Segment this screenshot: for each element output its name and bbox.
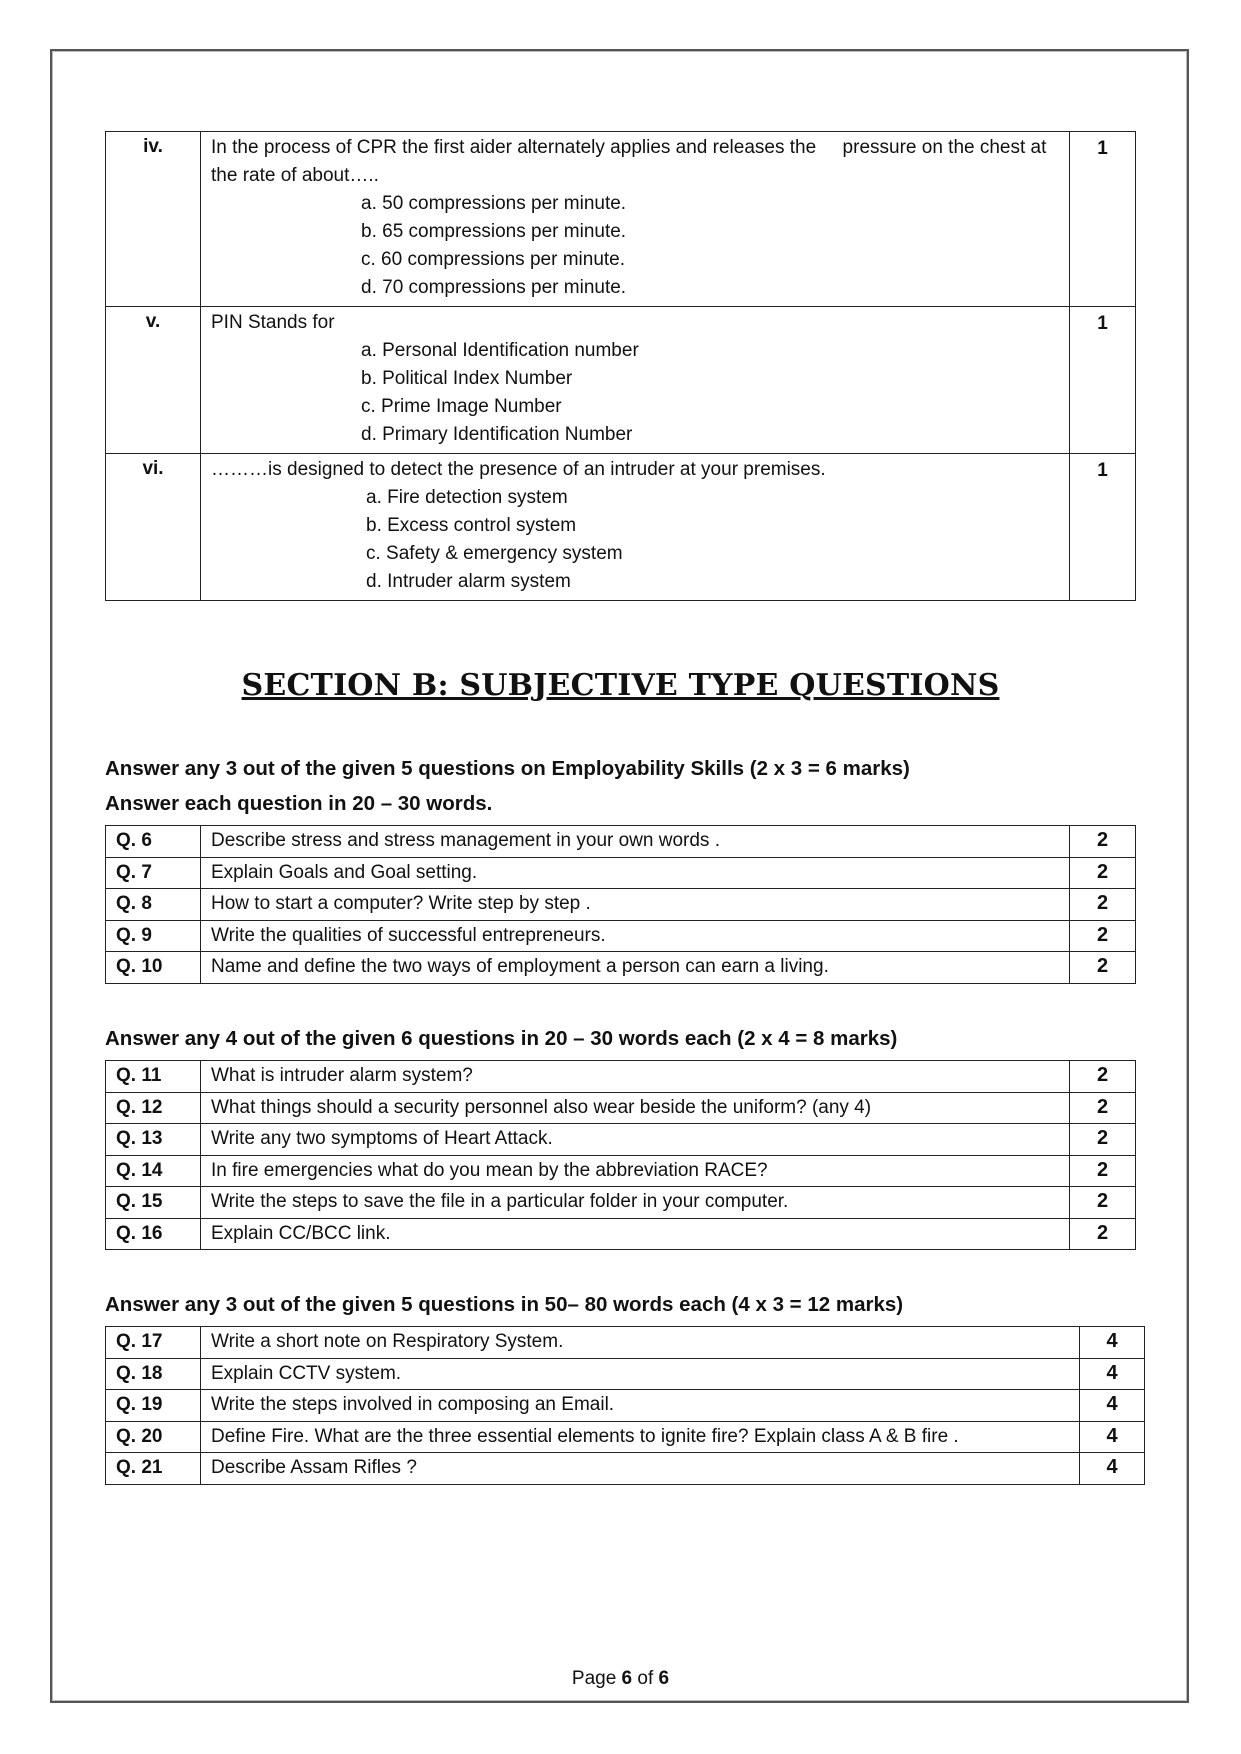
table-row bbox=[106, 1453, 1145, 1485]
question-number: vi. bbox=[106, 454, 201, 601]
question-number: Q. 7 bbox=[106, 857, 201, 889]
table-row bbox=[106, 1390, 1145, 1422]
options-list bbox=[211, 484, 1059, 596]
question-text: Explain CC/BCC link. bbox=[201, 1218, 1070, 1250]
question-number: Q. 6 bbox=[106, 826, 201, 858]
marks-cell: 2 bbox=[1070, 1092, 1136, 1124]
question-number: Q. 18 bbox=[106, 1358, 201, 1390]
question-text: Write the steps involved in composing an Email. bbox=[201, 1390, 1080, 1422]
table-row bbox=[106, 920, 1136, 952]
option: a. Personal Identification number bbox=[361, 340, 639, 361]
question-text: What is intruder alarm system? bbox=[201, 1061, 1070, 1093]
questions-table-group1 bbox=[105, 825, 1136, 984]
table-row bbox=[106, 952, 1136, 984]
marks-cell: 4 bbox=[1080, 1421, 1145, 1453]
question-number: Q. 13 bbox=[106, 1124, 201, 1156]
question-text: PIN Stands for bbox=[211, 312, 335, 333]
table-row bbox=[106, 1218, 1136, 1250]
option: d. Intruder alarm system bbox=[366, 571, 571, 592]
question-text: What things should a security personnel also wear beside the uniform? (any 4) bbox=[201, 1092, 1070, 1124]
question-text: ………is designed to detect the presence of an intruder at your premises. bbox=[211, 459, 826, 480]
question-number: Q. 11 bbox=[106, 1061, 201, 1093]
question-number: v. bbox=[106, 307, 201, 454]
marks-cell: 2 bbox=[1070, 952, 1136, 984]
question-text: Explain Goals and Goal setting. bbox=[201, 857, 1070, 889]
question-text: Describe stress and stress management in your own words . bbox=[201, 826, 1070, 858]
footer-prefix: Page bbox=[571, 1668, 622, 1689]
question-text: Explain CCTV system. bbox=[201, 1358, 1080, 1390]
question-cell bbox=[201, 132, 1070, 307]
question-text: In the process of CPR the first aider alternately applies and releases the pressure on the chest at the rate of about….. bbox=[211, 137, 1057, 186]
marks-cell: 2 bbox=[1070, 920, 1136, 952]
question-text: Write any two symptoms of Heart Attack. bbox=[201, 1124, 1070, 1156]
page-number-current: 6 bbox=[621, 1668, 633, 1689]
option: a. Fire detection system bbox=[366, 487, 568, 508]
marks-cell: 2 bbox=[1070, 1218, 1136, 1250]
option: d. 70 compressions per minute. bbox=[361, 277, 627, 298]
marks-cell: 4 bbox=[1080, 1327, 1145, 1359]
section-title: SECTION B: SUBJECTIVE TYPE QUESTIONS bbox=[241, 668, 1000, 703]
table-row bbox=[106, 1421, 1145, 1453]
question-text: Write the qualities of successful entrepreneurs. bbox=[201, 920, 1070, 952]
table-row bbox=[106, 1187, 1136, 1219]
question-number: Q. 17 bbox=[106, 1327, 201, 1359]
question-text: Describe Assam Rifles ? bbox=[201, 1453, 1080, 1485]
option: c. 60 compressions per minute. bbox=[361, 249, 626, 270]
option: c. Prime Image Number bbox=[361, 396, 562, 417]
option: b. Excess control system bbox=[366, 515, 577, 536]
question-number: Q. 20 bbox=[106, 1421, 201, 1453]
question-cell bbox=[201, 454, 1070, 601]
options-list bbox=[211, 190, 1059, 302]
marks-cell: 2 bbox=[1070, 1187, 1136, 1219]
question-number: Q. 14 bbox=[106, 1155, 201, 1187]
mcq-table bbox=[105, 131, 1136, 601]
question-number: Q. 10 bbox=[106, 952, 201, 984]
table-row bbox=[106, 857, 1136, 889]
question-text: Define Fire. What are the three essential elements to ignite fire? Explain class A & B fire . bbox=[201, 1421, 1080, 1453]
marks-cell: 4 bbox=[1080, 1358, 1145, 1390]
question-number: Q. 9 bbox=[106, 920, 201, 952]
instruction: Answer any 3 out of the given 5 questions in 50– 80 words each (4 x 3 = 12 marks) bbox=[105, 1293, 904, 1316]
question-number: Q. 12 bbox=[106, 1092, 201, 1124]
table-row bbox=[106, 1327, 1145, 1359]
option: a. 50 compressions per minute. bbox=[361, 193, 627, 214]
table-row bbox=[106, 307, 1136, 454]
marks-cell: 2 bbox=[1070, 889, 1136, 921]
questions-table-group3 bbox=[105, 1326, 1145, 1485]
instruction: Answer each question in 20 – 30 words. bbox=[105, 792, 493, 815]
option: b. Political Index Number bbox=[361, 368, 573, 389]
question-text: Write a short note on Respiratory System. bbox=[201, 1327, 1080, 1359]
footer-middle: of bbox=[632, 1668, 659, 1689]
marks-cell: 2 bbox=[1070, 1061, 1136, 1093]
table-row bbox=[106, 889, 1136, 921]
question-number: Q. 19 bbox=[106, 1390, 201, 1422]
marks-cell: 2 bbox=[1070, 857, 1136, 889]
question-number: Q. 21 bbox=[106, 1453, 201, 1485]
table-row bbox=[106, 1061, 1136, 1093]
marks-cell: 4 bbox=[1080, 1453, 1145, 1485]
option: c. Safety & emergency system bbox=[366, 543, 623, 564]
table-row bbox=[106, 132, 1136, 307]
question-text: How to start a computer? Write step by step . bbox=[201, 889, 1070, 921]
instruction: Answer any 3 out of the given 5 questions on Employability Skills (2 x 3 = 6 marks) bbox=[105, 757, 910, 780]
marks-cell: 1 bbox=[1070, 307, 1136, 454]
question-number: iv. bbox=[106, 132, 201, 307]
page-number-total: 6 bbox=[658, 1668, 670, 1689]
question-text: Name and define the two ways of employment a person can earn a living. bbox=[201, 952, 1070, 984]
marks-cell: 2 bbox=[1070, 1124, 1136, 1156]
table-row bbox=[106, 1155, 1136, 1187]
question-cell bbox=[201, 307, 1070, 454]
question-text: Write the steps to save the file in a particular folder in your computer. bbox=[201, 1187, 1070, 1219]
marks-cell: 2 bbox=[1070, 826, 1136, 858]
table-row bbox=[106, 1092, 1136, 1124]
table-row bbox=[106, 1124, 1136, 1156]
table-row bbox=[106, 1358, 1145, 1390]
question-number: Q. 16 bbox=[106, 1218, 201, 1250]
page-footer bbox=[0, 1668, 1241, 1690]
instruction: Answer any 4 out of the given 6 questions in 20 – 30 words each (2 x 4 = 8 marks) bbox=[105, 1027, 898, 1050]
table-row bbox=[106, 454, 1136, 601]
marks-cell: 1 bbox=[1070, 454, 1136, 601]
marks-cell: 2 bbox=[1070, 1155, 1136, 1187]
option: b. 65 compressions per minute. bbox=[361, 221, 627, 242]
question-number: Q. 8 bbox=[106, 889, 201, 921]
table-row bbox=[106, 826, 1136, 858]
question-text: In fire emergencies what do you mean by the abbreviation RACE? bbox=[201, 1155, 1070, 1187]
marks-cell: 4 bbox=[1080, 1390, 1145, 1422]
marks-cell: 1 bbox=[1070, 132, 1136, 307]
question-number: Q. 15 bbox=[106, 1187, 201, 1219]
options-list bbox=[211, 337, 1059, 449]
option: d. Primary Identification Number bbox=[361, 424, 633, 445]
questions-table-group2 bbox=[105, 1060, 1136, 1250]
